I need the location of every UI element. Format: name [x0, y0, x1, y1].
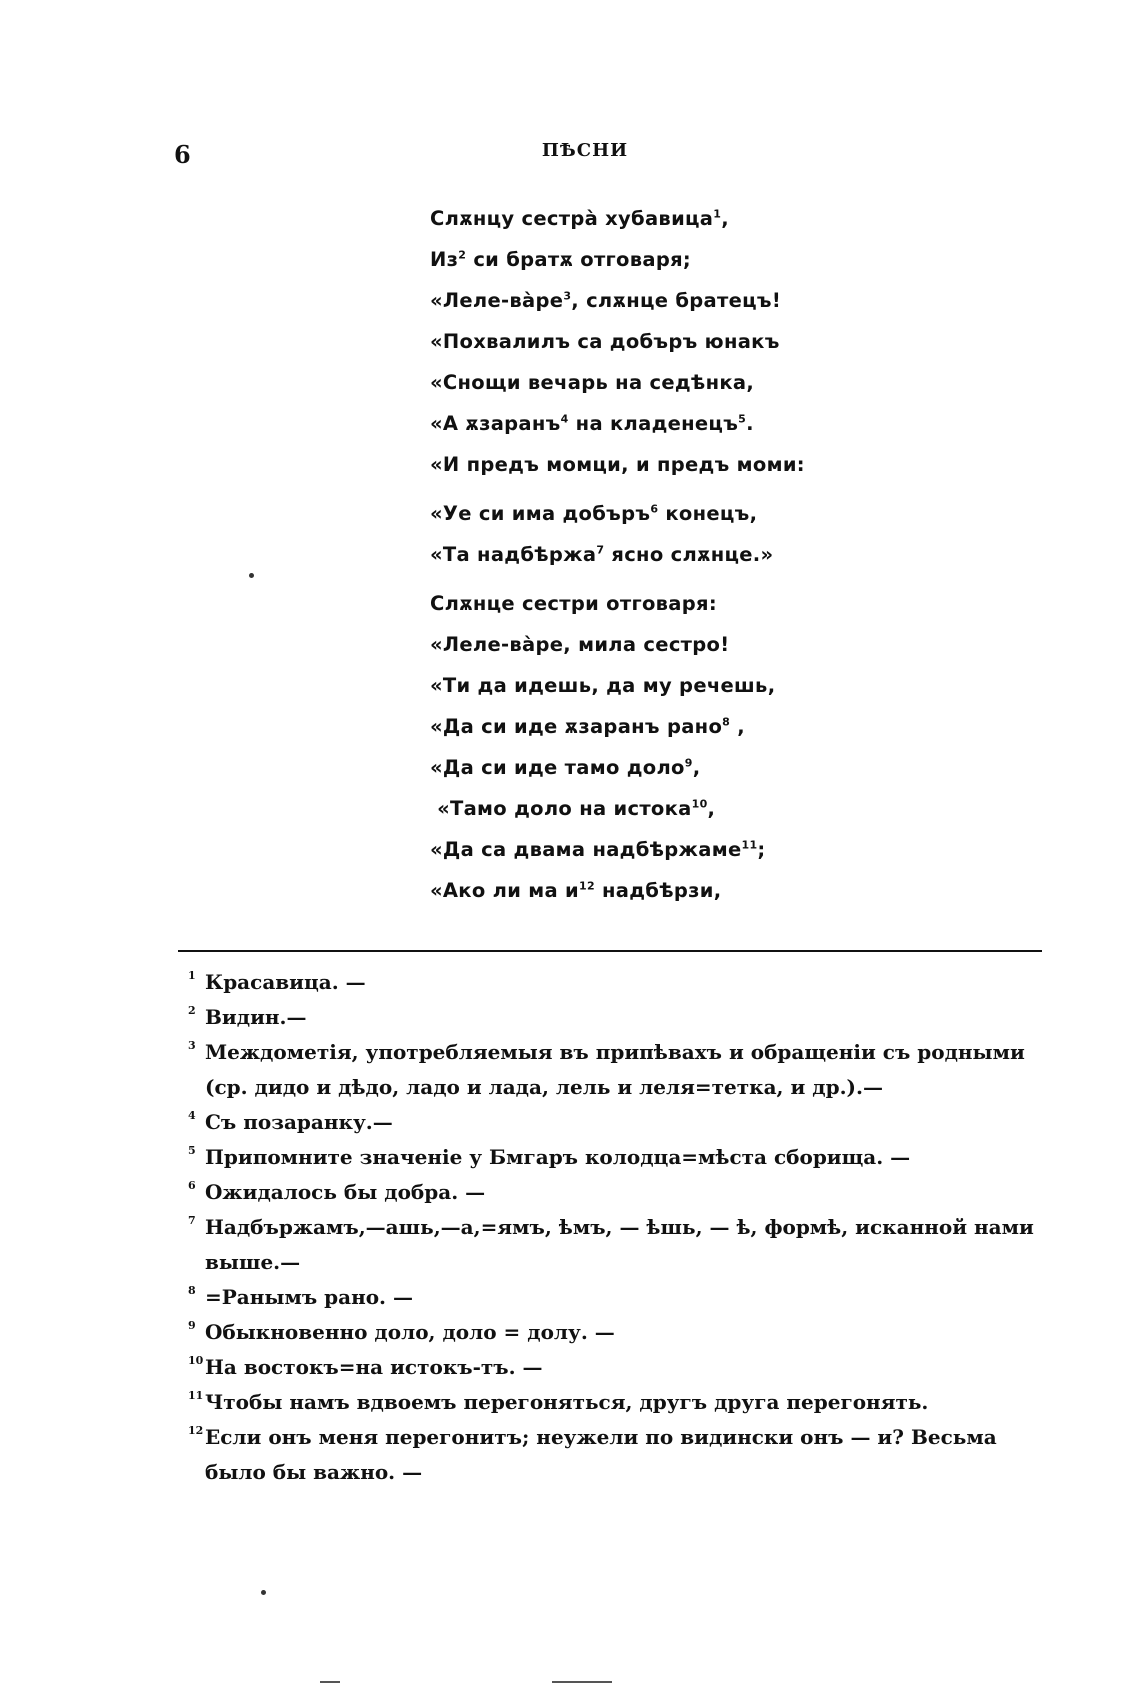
- footnote: 11 Чтобы намъ вдвоемъ перегоняться, другъ друга перегонять.: [188, 1389, 929, 1414]
- poem-verses: [430, 198, 805, 911]
- verse-line: «Ти да идешь, да му речешь,: [430, 674, 776, 697]
- footnote-divider: [178, 950, 1042, 952]
- verse-line: «Леле-ва̀ре, мила сестро!: [430, 633, 730, 656]
- footnotes: [188, 965, 1040, 1490]
- verse-line: «Да са двама надбѣржаме$^{11}$;: [430, 838, 766, 861]
- footnote: 9 Обыкновенно доло, доло = долу. —: [188, 1319, 615, 1344]
- footnote: 5 Припомните значеніе у Бмгаръ колодца=мѣста сборища. —: [188, 1144, 911, 1169]
- verse-line: «Уе си има добъръ$^6$ конецъ,: [430, 502, 758, 525]
- verse-line: «Да си иде тамо доло$^9$,: [430, 756, 701, 779]
- footnote: 4 Съ позаранку.—: [188, 1109, 393, 1134]
- verse-line: «$Леле-ва̀ре^3$, слѫнце братецъ!: [430, 289, 782, 312]
- verse-line: «Ако ли ма $и^{12}$ надбѣрзи,: [430, 879, 722, 902]
- footnote: 1 Красавица. —: [188, 969, 366, 994]
- footnote: 3 Междометія, употребляемыя въ припѣвахъ и обращеніи съ родными (ср. дидо и дѣдо, ладо и лада, лель и леля=тетка, и др.).—: [188, 1039, 1025, 1099]
- footnote: 8 =Ранымъ рано. —: [188, 1284, 413, 1309]
- verse-line: «Да си иде ѫзаранъ рано$^8$ ,: [430, 715, 745, 738]
- verse-line: «Тамо доло на истока$^{10}$,: [437, 797, 716, 820]
- footnote: 10 На востокъ=на истокъ-тъ. —: [188, 1354, 543, 1379]
- verse-line: «Похвалилъ са добъръ юнакъ: [430, 330, 780, 353]
- footnote: 6 Ожидалось бы добра. —: [188, 1179, 486, 1204]
- running-title: ПѢСНИ: [541, 140, 629, 161]
- footnote: 7 Надбържамъ,—ашь,—а,=ямъ, ѣмъ, — ѣшь, — ѣ, формѣ, исканной нами выше.—: [188, 1214, 1034, 1274]
- print-mark: [552, 1681, 612, 1683]
- verse-line: Слѫнце сестри отговаря:: [430, 592, 717, 615]
- verse-line: «Та надбѣржа$^7$ ясно слѫнце.»: [430, 543, 774, 566]
- page-number: 6: [174, 140, 191, 169]
- print-mark: [320, 1681, 340, 1683]
- print-speck: [261, 1590, 266, 1595]
- verse-line: «И предъ момци, и предъ моми:: [430, 453, 805, 476]
- verse-line: $Из^2$ си братѫ отговаря;: [430, 248, 692, 271]
- verse-line: «Снощи вечарь на седѣнка,: [430, 371, 755, 394]
- footnote: 2 Видин.—: [188, 1004, 307, 1029]
- footnote: 12 Если онъ меня перегонитъ; неужели по видински онъ — и? Весьма было бы важно. —: [188, 1424, 997, 1484]
- verse-line: Слѫнцу сестра̀ хубавица$^1$,: [430, 207, 729, 230]
- verse-line: «А ѫзаранъ$^4$ на кладенецъ$^5$.: [430, 412, 754, 435]
- print-speck: [249, 573, 254, 578]
